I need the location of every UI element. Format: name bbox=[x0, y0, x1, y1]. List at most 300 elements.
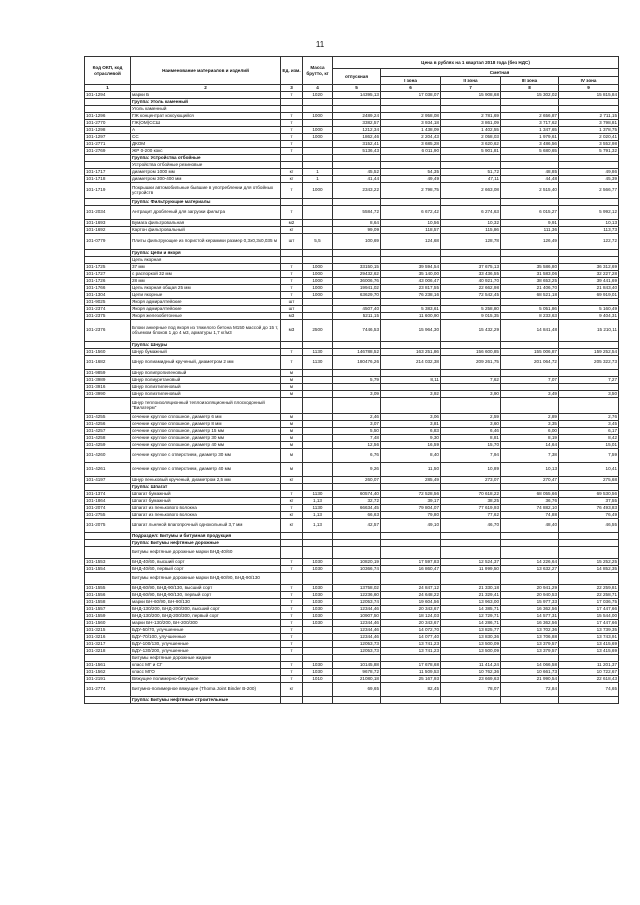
unit-cell bbox=[281, 105, 303, 112]
code-cell: 101-3216 bbox=[85, 633, 131, 640]
name-cell: БДУ-70/100, улучшенные bbox=[131, 633, 281, 640]
zone-3-price-cell: 14 841,48 bbox=[501, 319, 559, 341]
group-row bbox=[85, 198, 619, 205]
unit-cell: т bbox=[281, 112, 303, 119]
name-cell: марки БН-130/200, БН-200/300 bbox=[131, 619, 281, 626]
code-cell: 101-3218 bbox=[85, 647, 131, 654]
zone-3-price-cell: 68 055,66 bbox=[501, 490, 559, 497]
zone-4-price-cell: 45,39 bbox=[559, 175, 619, 182]
release-price-cell bbox=[333, 397, 381, 413]
release-price-cell: 12236,60 bbox=[333, 591, 381, 598]
name-cell: диаметром 300-400 мм bbox=[131, 175, 281, 182]
code-cell: 101-4261 bbox=[85, 462, 131, 476]
release-price-cell: 42,57 bbox=[333, 518, 381, 532]
table-body bbox=[85, 91, 619, 703]
release-price-cell bbox=[333, 198, 381, 205]
zone-2-price-cell: 11 999,50 bbox=[441, 565, 501, 572]
table-row bbox=[85, 633, 619, 640]
mass-cell bbox=[303, 462, 333, 476]
zone-2-price-cell: 78,07 bbox=[441, 682, 501, 696]
code-cell: 101-2774 bbox=[85, 682, 131, 696]
name-cell: БНД-130/200, БНД-200/300, высший сорт bbox=[131, 605, 281, 612]
mass-cell bbox=[303, 682, 333, 696]
code-cell bbox=[85, 198, 131, 205]
mass-cell bbox=[303, 205, 333, 219]
zone-1-price-cell: 13 741,23 bbox=[381, 640, 441, 647]
zone-3-price-cell: 13 702,36 bbox=[501, 626, 559, 633]
unit-cell: кг bbox=[281, 511, 303, 518]
name-cell: БНД-40/60, первый сорт bbox=[131, 565, 281, 572]
zone-4-price-cell: 1 378,75 bbox=[559, 126, 619, 133]
zone-3-price-cell: 38 653,25 bbox=[501, 277, 559, 284]
code-cell bbox=[85, 105, 131, 112]
release-price-cell: 2,46 bbox=[333, 413, 381, 420]
name-cell: СС bbox=[131, 133, 281, 140]
zone-1-price-cell: 11 600,90 bbox=[381, 312, 441, 319]
table-row bbox=[85, 376, 619, 383]
code-cell bbox=[85, 539, 131, 546]
code-cell: 101-4256 bbox=[85, 420, 131, 427]
code-cell bbox=[85, 483, 131, 490]
zone-3-price-cell: 2 656,87 bbox=[501, 112, 559, 119]
name-cell: Шнур полиэтиленовый bbox=[131, 390, 281, 397]
zone-1-price-cell: 6 672,42 bbox=[381, 205, 441, 219]
release-price-cell: 5211,15 bbox=[333, 312, 381, 319]
table-row bbox=[85, 383, 619, 390]
table-row bbox=[85, 119, 619, 126]
zone-1-price-cell: 20 343,67 bbox=[381, 619, 441, 626]
name-cell: Шпагат из пенькового волокна bbox=[131, 504, 281, 511]
code-cell: 101-4257 bbox=[85, 427, 131, 434]
price-table bbox=[84, 56, 619, 704]
zone-3-price-cell: 7,07 bbox=[501, 376, 559, 383]
mass-cell: 1 bbox=[303, 175, 333, 182]
zone-3-price-cell: 10,13 bbox=[501, 462, 559, 476]
zone-3-price-cell: 126,49 bbox=[501, 233, 559, 249]
zone-4-price-cell: 74,65 bbox=[559, 682, 619, 696]
name-cell: Шпагат бумажный bbox=[131, 490, 281, 497]
zone-4-price-cell: 159 252,54 bbox=[559, 348, 619, 355]
code-cell: 101-2771 bbox=[85, 140, 131, 147]
zone-2-price-cell bbox=[441, 249, 501, 256]
zone-4-price-cell bbox=[559, 154, 619, 161]
name-cell: марки Б bbox=[131, 91, 281, 98]
code-cell: 101-1717 bbox=[85, 168, 131, 175]
mass-cell bbox=[303, 441, 333, 448]
zone-4-price-cell bbox=[559, 161, 619, 168]
zone-2-price-cell: 10,32 bbox=[441, 219, 501, 226]
table-row bbox=[85, 140, 619, 147]
unit-cell: т bbox=[281, 661, 303, 668]
code-cell: 101-4197 bbox=[85, 476, 131, 483]
zone-1-price-cell bbox=[381, 256, 441, 263]
zone-2-price-cell bbox=[441, 298, 501, 305]
table-row bbox=[85, 348, 619, 355]
unit-cell: м bbox=[281, 420, 303, 427]
zone-4-price-cell: 9 404,31 bbox=[559, 312, 619, 319]
release-price-cell: 19941,02 bbox=[333, 284, 381, 291]
zone-4-price-cell: 15 815,84 bbox=[559, 91, 619, 98]
zone-4-price-cell: 205 322,73 bbox=[559, 355, 619, 369]
name-cell: Группа: Устройства отбойные bbox=[131, 154, 281, 161]
mass-cell bbox=[303, 147, 333, 154]
release-price-cell: 3152,41 bbox=[333, 140, 381, 147]
zone-4-price-cell: 69 530,56 bbox=[559, 490, 619, 497]
mass-cell bbox=[303, 427, 333, 434]
table-row bbox=[85, 476, 619, 483]
release-price-cell: 10366,74 bbox=[333, 565, 381, 572]
zone-2-price-cell: 38,25 bbox=[441, 497, 501, 504]
zone-4-price-cell: 10,13 bbox=[559, 219, 619, 226]
zone-3-price-cell: 8,19 bbox=[501, 434, 559, 441]
mass-cell: 1030 bbox=[303, 584, 333, 591]
zone-4-price-cell bbox=[559, 546, 619, 558]
zone-1-price-cell: 24 648,22 bbox=[381, 591, 441, 598]
zone-1-price-cell bbox=[381, 696, 441, 703]
zone-1-price-cell: 11,50 bbox=[381, 462, 441, 476]
zone-3-price-cell: 3 486,56 bbox=[501, 140, 559, 147]
release-price-cell: 2343,22 bbox=[333, 182, 381, 198]
zone-4-price-cell: 2 711,15 bbox=[559, 112, 619, 119]
release-price-cell: 9,26 bbox=[333, 462, 381, 476]
zone-4-price-cell: 8,42 bbox=[559, 434, 619, 441]
mass-cell bbox=[303, 198, 333, 205]
table-row bbox=[85, 312, 619, 319]
code-cell: 101-3215 bbox=[85, 626, 131, 633]
zone-4-price-cell: 275,68 bbox=[559, 476, 619, 483]
mass-cell: 1000 bbox=[303, 277, 333, 284]
zone-4-price-cell: 5 160,49 bbox=[559, 305, 619, 312]
name-cell: Якоря железобетонные bbox=[131, 312, 281, 319]
zone-4-price-cell: 15 544,00 bbox=[559, 612, 619, 619]
table-row bbox=[85, 284, 619, 291]
zone-4-price-cell: 3 552,98 bbox=[559, 140, 619, 147]
code-cell: 101-2074 bbox=[85, 504, 131, 511]
unit-cell: т bbox=[281, 640, 303, 647]
code-cell bbox=[85, 161, 131, 168]
unit-cell: т bbox=[281, 605, 303, 612]
unit-cell: т bbox=[281, 182, 303, 198]
name-cell: Шнур теплоизоляционный теплоизоляционный плоскодонный "Вилатерм" bbox=[131, 397, 281, 413]
zone-1-price-cell: 6,83 bbox=[381, 427, 441, 434]
zone-3-price-cell bbox=[501, 572, 559, 584]
zone-1-price-cell: 3,06 bbox=[381, 413, 441, 420]
column-number: 5 bbox=[333, 85, 381, 92]
unit-cell bbox=[281, 483, 303, 490]
zone-3-price-cell bbox=[501, 539, 559, 546]
code-cell: 101-1553 bbox=[85, 558, 131, 565]
mass-cell: 1020 bbox=[303, 91, 333, 98]
release-price-cell bbox=[333, 696, 381, 703]
mass-cell bbox=[303, 434, 333, 441]
zone-2-price-cell: 13 830,36 bbox=[441, 633, 501, 640]
group-row bbox=[85, 539, 619, 546]
zone-1-price-cell: 16 860,47 bbox=[381, 565, 441, 572]
name-cell: Якоря адмиралтейские bbox=[131, 298, 281, 305]
unit-cell: т bbox=[281, 263, 303, 270]
zone-4-price-cell: 15 210,11 bbox=[559, 319, 619, 341]
zone-1-price-cell: 17 038,07 bbox=[381, 91, 441, 98]
mass-cell bbox=[303, 448, 333, 462]
name-cell: Шнур бумажный bbox=[131, 348, 281, 355]
unit-cell: т bbox=[281, 626, 303, 633]
zone-3-price-cell: 68 521,18 bbox=[501, 291, 559, 298]
name-cell: сечение круглое сплошное, диаметр 15 мм bbox=[131, 427, 281, 434]
zone-3-price-cell: 21 406,70 bbox=[501, 284, 559, 291]
name-cell: Картон фильтровальный bbox=[131, 226, 281, 233]
mass-cell bbox=[303, 105, 333, 112]
zone-3-price-cell: 36,76 bbox=[501, 497, 559, 504]
table-row bbox=[85, 591, 619, 598]
unit-cell: м bbox=[281, 434, 303, 441]
zone-3-price-cell: 48,40 bbox=[501, 518, 559, 532]
unit-cell: т bbox=[281, 668, 303, 675]
zone-1-price-cell: 3,81 bbox=[381, 420, 441, 427]
zone-1-price-cell: 16,59 bbox=[381, 441, 441, 448]
zone-3-price-cell: 10 661,73 bbox=[501, 668, 559, 675]
zone-2-price-cell bbox=[441, 654, 501, 661]
zone-4-price-cell bbox=[559, 397, 619, 413]
zone-2-price-cell bbox=[441, 532, 501, 539]
name-cell: Бумага фильтровальная bbox=[131, 219, 281, 226]
code-cell: 101-1766 bbox=[85, 284, 131, 291]
zone-2-price-cell: 1 402,55 bbox=[441, 126, 501, 133]
zone-1-price-cell: 19 604,56 bbox=[381, 598, 441, 605]
name-cell: Шнур полиуретановый bbox=[131, 376, 281, 383]
zone-2-price-cell: 11 414,24 bbox=[441, 661, 501, 668]
table-row bbox=[85, 511, 619, 518]
zone-3-price-cell: 201 064,72 bbox=[501, 355, 559, 369]
group-row bbox=[85, 483, 619, 490]
zone-4-price-cell: 39 441,69 bbox=[559, 277, 619, 284]
mass-cell: 1030 bbox=[303, 558, 333, 565]
zone-3-price-cell bbox=[501, 298, 559, 305]
zone-4-price-cell: 7,27 bbox=[559, 376, 619, 383]
unit-cell: кг bbox=[281, 175, 303, 182]
release-price-cell: 12053,74 bbox=[333, 598, 381, 605]
zone-4-price-cell: 76 493,83 bbox=[559, 504, 619, 511]
zone-1-price-cell: 35 140,00 bbox=[381, 270, 441, 277]
code-cell bbox=[85, 397, 131, 413]
zone-1-price-cell: 1 438,09 bbox=[381, 126, 441, 133]
unit-cell bbox=[281, 532, 303, 539]
code-cell: 101-1726 bbox=[85, 277, 131, 284]
zone-2-price-cell: 33 436,55 bbox=[441, 270, 501, 277]
release-price-cell: 32,72 bbox=[333, 497, 381, 504]
mass-cell: 1000 bbox=[303, 263, 333, 270]
unit-cell: т bbox=[281, 205, 303, 219]
mass-cell bbox=[303, 420, 333, 427]
unit-cell: т bbox=[281, 633, 303, 640]
table-row bbox=[85, 147, 619, 154]
table-row bbox=[85, 277, 619, 284]
code-cell: 101-1298 bbox=[85, 126, 131, 133]
zone-4-price-cell bbox=[559, 105, 619, 112]
zone-1-price-cell: 118,57 bbox=[381, 226, 441, 233]
zone-2-price-cell: 3 620,62 bbox=[441, 140, 501, 147]
zone-3-price-cell: 48,85 bbox=[501, 168, 559, 175]
zone-1-price-cell: 8,40 bbox=[381, 448, 441, 462]
release-price-cell bbox=[333, 98, 381, 105]
release-price-cell: 3382,57 bbox=[333, 119, 381, 126]
zone-1-price-cell: 9,30 bbox=[381, 434, 441, 441]
table-row bbox=[85, 182, 619, 198]
zone-2-price-cell: 5 258,80 bbox=[441, 305, 501, 312]
release-price-cell bbox=[333, 539, 381, 546]
zone-4-price-cell: 14 852,35 bbox=[559, 565, 619, 572]
zone-1-price-cell: 39 594,54 bbox=[381, 263, 441, 270]
unit-cell: т bbox=[281, 490, 303, 497]
mass-cell: 1030 bbox=[303, 661, 333, 668]
mass-cell: 1000 bbox=[303, 112, 333, 119]
zone-1-price-cell: 2 798,75 bbox=[381, 182, 441, 198]
zone-2-price-cell bbox=[441, 483, 501, 490]
zone-2-price-cell: 3,60 bbox=[441, 420, 501, 427]
zone-2-price-cell: 37 675,13 bbox=[441, 263, 501, 270]
release-price-cell: 29432,62 bbox=[333, 270, 381, 277]
unit-cell: кг bbox=[281, 168, 303, 175]
zone-1-price-cell: 17 678,68 bbox=[381, 661, 441, 668]
table-row bbox=[85, 497, 619, 504]
name-cell: Группа: Цепи и якоря bbox=[131, 249, 281, 256]
zone-3-price-cell bbox=[501, 383, 559, 390]
table-row bbox=[85, 91, 619, 98]
table-row bbox=[85, 462, 619, 476]
code-cell: 101-2191 bbox=[85, 675, 131, 682]
release-price-cell: 12344,46 bbox=[333, 605, 381, 612]
release-price-cell: 60574,40 bbox=[333, 490, 381, 497]
group-row bbox=[85, 696, 619, 703]
unit-cell: т bbox=[281, 119, 303, 126]
zone-3-price-cell bbox=[501, 256, 559, 263]
zone-2-price-cell: 8,81 bbox=[441, 434, 501, 441]
zone-2-price-cell: 15 432,29 bbox=[441, 319, 501, 341]
zone-4-price-cell: 36 312,69 bbox=[559, 263, 619, 270]
zone-3-price-cell: 74 882,10 bbox=[501, 504, 559, 511]
mass-cell bbox=[303, 626, 333, 633]
table-row bbox=[85, 205, 619, 219]
header-code: Код ОКП, код отраслевой bbox=[85, 57, 131, 85]
mass-cell: 5,5 bbox=[303, 233, 333, 249]
name-cell: БДУ-100/130, улучшенные bbox=[131, 640, 281, 647]
zone-4-price-cell bbox=[559, 98, 619, 105]
table-row bbox=[85, 175, 619, 182]
table-row bbox=[85, 448, 619, 462]
name-cell: Вяжущее полимерно-битумное bbox=[131, 675, 281, 682]
code-cell: 101-1557 bbox=[85, 605, 131, 612]
zone-2-price-cell: 15 908,68 bbox=[441, 91, 501, 98]
mass-cell: 1130 bbox=[303, 348, 333, 355]
zone-2-price-cell: 2 663,08 bbox=[441, 182, 501, 198]
zone-2-price-cell: 72 542,45 bbox=[441, 291, 501, 298]
table-row bbox=[85, 112, 619, 119]
code-cell bbox=[85, 154, 131, 161]
release-price-cell: 12344,46 bbox=[333, 633, 381, 640]
mass-cell: 1030 bbox=[303, 598, 333, 605]
mass-cell bbox=[303, 161, 333, 168]
release-price-cell bbox=[333, 249, 381, 256]
zone-3-price-cell bbox=[501, 198, 559, 205]
table-row bbox=[85, 105, 619, 112]
zone-4-price-cell: 22 259,81 bbox=[559, 584, 619, 591]
zone-2-price-cell: 9 015,35 bbox=[441, 312, 501, 319]
unit-cell bbox=[281, 654, 303, 661]
zone-2-price-cell: 6 274,63 bbox=[441, 205, 501, 219]
zone-4-price-cell: 22 618,43 bbox=[559, 675, 619, 682]
release-price-cell: 12053,73 bbox=[333, 640, 381, 647]
unit-cell: кг bbox=[281, 497, 303, 504]
mass-cell bbox=[303, 119, 333, 126]
name-cell: БДУ-50/70, улучшенные bbox=[131, 626, 281, 633]
unit-cell: т bbox=[281, 598, 303, 605]
group-row bbox=[85, 249, 619, 256]
release-price-cell: 7446,53 bbox=[333, 319, 381, 341]
unit-cell bbox=[281, 249, 303, 256]
zone-4-price-cell: 3,50 bbox=[559, 390, 619, 397]
release-price-cell bbox=[333, 483, 381, 490]
release-price-cell: 6,76 bbox=[333, 448, 381, 462]
table-row bbox=[85, 256, 619, 263]
unit-cell: м3 bbox=[281, 319, 303, 341]
zone-4-price-cell bbox=[559, 483, 619, 490]
code-cell bbox=[85, 256, 131, 263]
table-row bbox=[85, 270, 619, 277]
zone-3-price-cell: 3,49 bbox=[501, 390, 559, 397]
zone-2-price-cell bbox=[441, 98, 501, 105]
name-cell: сечение круглое сплошное, диаметр 6 мм bbox=[131, 413, 281, 420]
mass-cell bbox=[303, 298, 333, 305]
zone-3-price-cell: 14 577,31 bbox=[501, 612, 559, 619]
name-cell: Уголь каменный bbox=[131, 105, 281, 112]
zone-2-price-cell bbox=[441, 198, 501, 205]
mass-cell: 1000 bbox=[303, 133, 333, 140]
code-cell: 101-2075 bbox=[85, 518, 131, 532]
zone-4-price-cell: 2,76 bbox=[559, 413, 619, 420]
zone-2-price-cell bbox=[441, 369, 501, 376]
unit-cell: т bbox=[281, 140, 303, 147]
mass-cell: 1130 bbox=[303, 490, 333, 497]
code-cell: 101-3990 bbox=[85, 390, 131, 397]
zone-3-price-cell: 13 632,27 bbox=[501, 565, 559, 572]
zone-4-price-cell: 13 415,69 bbox=[559, 647, 619, 654]
zone-2-price-cell: 21 330,18 bbox=[441, 584, 501, 591]
column-number: 3 bbox=[281, 85, 303, 92]
zone-3-price-cell: 155 006,87 bbox=[501, 348, 559, 355]
unit-cell: м bbox=[281, 427, 303, 434]
zone-4-price-cell bbox=[559, 256, 619, 263]
table-row bbox=[85, 298, 619, 305]
table-row bbox=[85, 675, 619, 682]
table-row bbox=[85, 612, 619, 619]
unit-cell bbox=[281, 98, 303, 105]
name-cell: Якоря адмиралтейские bbox=[131, 305, 281, 312]
zone-1-price-cell bbox=[381, 298, 441, 305]
mass-cell: 1,13 bbox=[303, 518, 333, 532]
zone-2-price-cell: 13 963,00 bbox=[441, 598, 501, 605]
zone-3-price-cell: 31 583,06 bbox=[501, 270, 559, 277]
zone-2-price-cell: 3 861,09 bbox=[441, 119, 501, 126]
name-cell: Группа: Уголь каменный bbox=[131, 98, 281, 105]
zone-2-price-cell: 47,11 bbox=[441, 175, 501, 182]
unit-cell: т bbox=[281, 591, 303, 598]
column-number: 8 bbox=[501, 85, 559, 92]
header-release-price: отпускная bbox=[333, 69, 381, 85]
unit-cell: м3 bbox=[281, 312, 303, 319]
unit-cell: м bbox=[281, 369, 303, 376]
zone-1-price-cell: 79,80 bbox=[381, 511, 441, 518]
release-price-cell: 12,56 bbox=[333, 441, 381, 448]
code-cell: 101-1294 bbox=[85, 91, 131, 98]
